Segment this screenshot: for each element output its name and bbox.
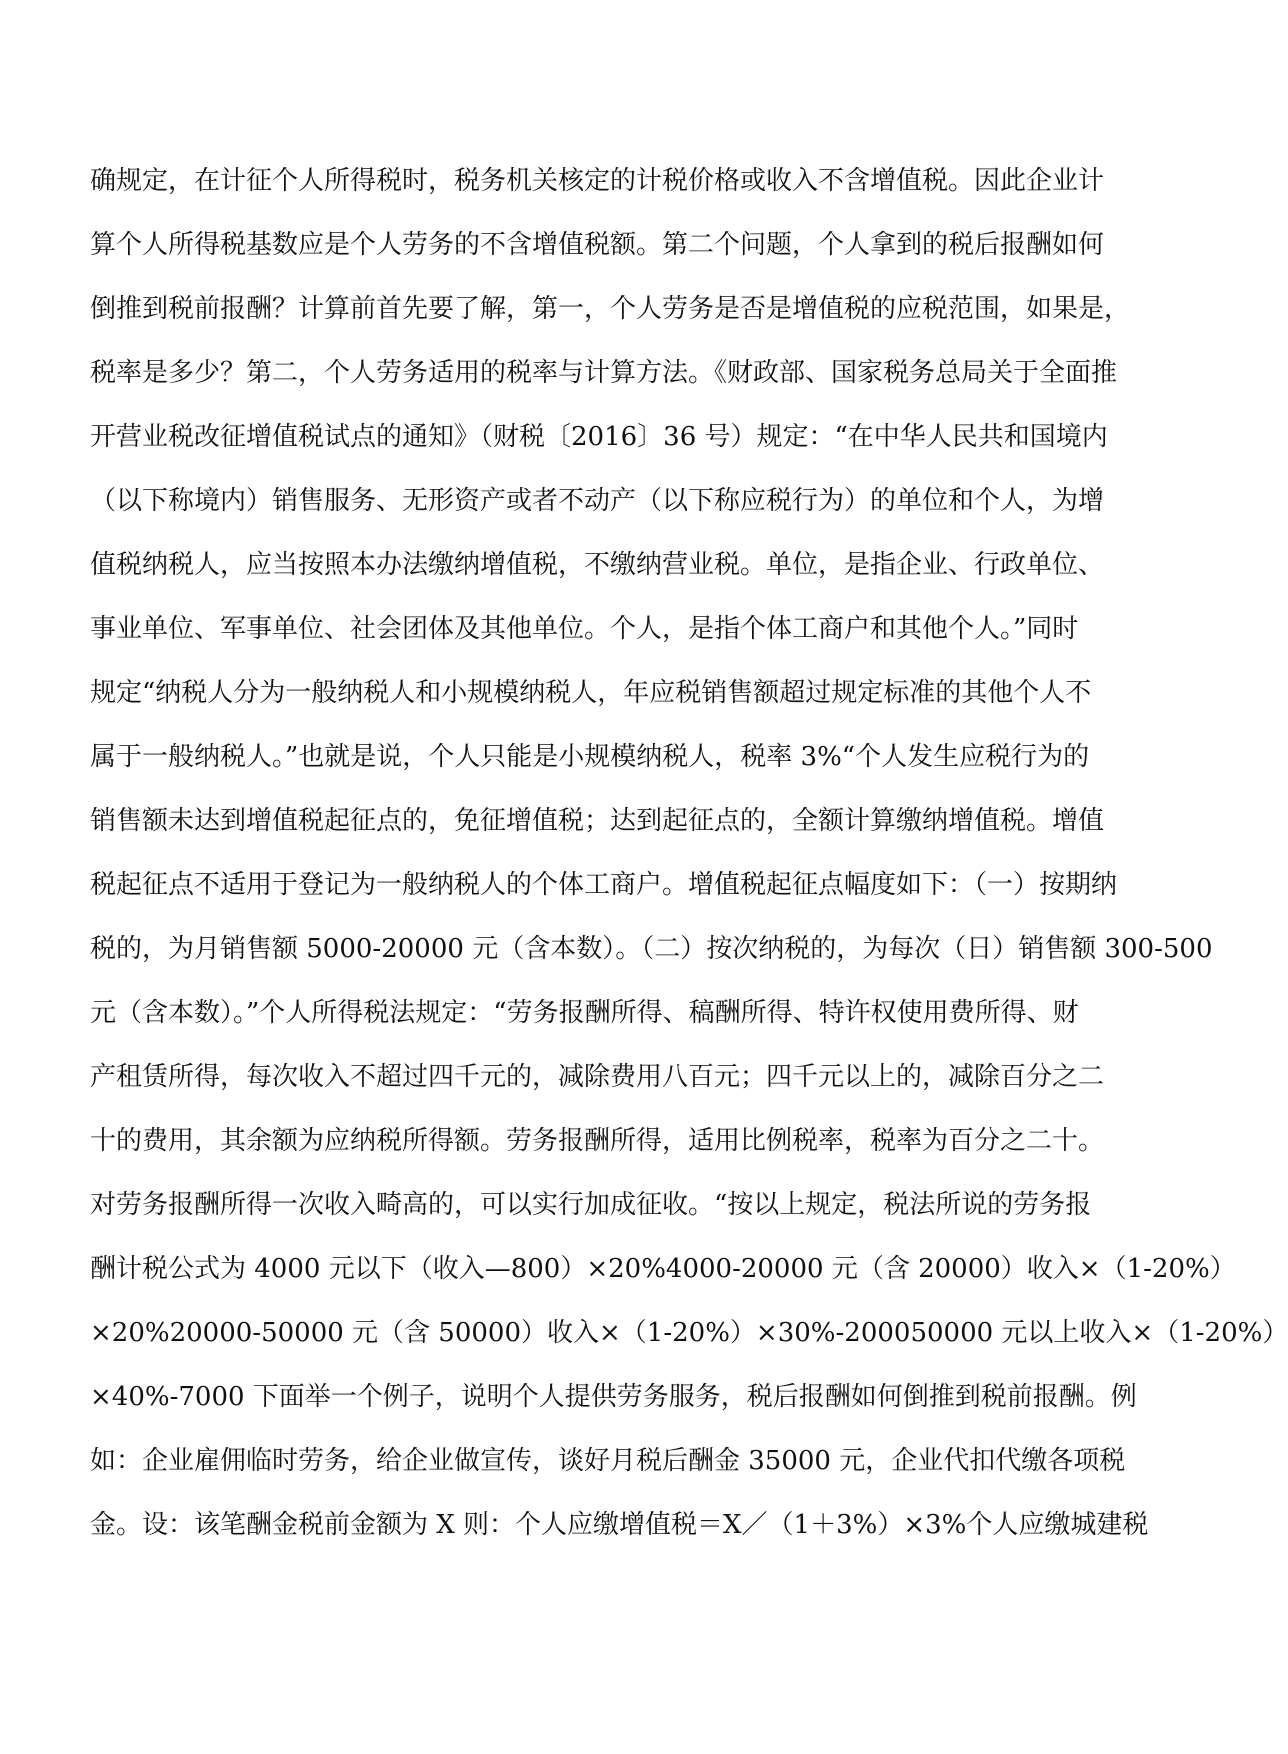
text-line-8: 事业单位、军事单位、社会团体及其他单位。个人，是指个体工商户和其他个人。”同时 xyxy=(90,614,1079,644)
text-line-14: 元（含本数）。”个人所得税法规定：“劳务报酬所得、稿酬所得、特许权使用费所得、财 xyxy=(90,998,1079,1028)
text-line-22: 金。设：该笔酬金税前金额为 X 则：个人应缴增值税＝X／（1＋3%）×3%个人应缴城建税 xyxy=(90,1510,1149,1540)
text-line-20: ×40%-7000 下面举一个例子，说明个人提供劳务服务，税后报酬如何倒推到税前报酬。例 xyxy=(90,1382,1137,1412)
text-line-18: 酬计税公式为 4000 元以下（收入—800）×20%4000-20000 元（含 20000）收入×（1-20%） xyxy=(90,1254,1236,1284)
text-line-12: 税起征点不适用于登记为一般纳税人的个体工商户。增值税起征点幅度如下：（一）按期纳 xyxy=(90,870,1118,900)
text-line-16: 十的费用，其余额为应纳税所得额。劳务报酬所得，适用比例税率，税率为百分之二十。 xyxy=(90,1126,1105,1156)
text-line-17: 对劳务报酬所得一次收入畸高的，可以实行加成征收。“按以上规定，税法所说的劳务报 xyxy=(90,1190,1092,1220)
text-line-5: 开营业税改征增值税试点的通知》（财税〔2016〕36 号）规定：“在中华人民共和国境内 xyxy=(90,422,1108,452)
text-line-4: 税率是多少？第二，个人劳务适用的税率与计算方法。《财政部、国家税务总局关于全面推 xyxy=(90,358,1118,388)
text-line-11: 销售额未达到增值税起征点的，免征增值税；达到起征点的，全额计算缴纳增值税。增值 xyxy=(90,806,1105,836)
text-line-13: 税的，为月销售额 5000-20000 元（含本数）。（二）按次纳税的，为每次（日）销售额 300-500 xyxy=(90,934,1213,964)
text-line-2: 算个人所得税基数应是个人劳务的不含增值税额。第二个问题，个人拿到的税后报酬如何 xyxy=(90,230,1105,260)
text-line-1: 确规定，在计征个人所得税时，税务机关核定的计税价格或收入不含增值税。因此企业计 xyxy=(90,166,1105,196)
text-line-19: ×20%20000-50000 元（含 50000）收入×（1-20%）×30%-200050000 元以上收入×（1-20%） xyxy=(90,1318,1288,1348)
text-line-6: （以下称境内）销售服务、无形资产或者不动产（以下称应税行为）的单位和个人，为增 xyxy=(90,486,1105,516)
body-text xyxy=(90,149,1288,1557)
text-line-7: 值税纳税人，应当按照本办法缴纳增值税，不缴纳营业税。单位，是指企业、行政单位、 xyxy=(90,550,1105,580)
text-line-15: 产租赁所得，每次收入不超过四千元的，减除费用八百元；四千元以上的，减除百分之二 xyxy=(90,1062,1105,1092)
text-line-9: 规定“纳税人分为一般纳税人和小规模纳税人，年应税销售额超过规定标准的其他个人不 xyxy=(90,678,1092,708)
text-line-10: 属于一般纳税人。”也就是说，个人只能是小规模纳税人，税率 3%“个人发生应税行为的 xyxy=(90,742,1090,772)
text-line-21: 如：企业雇佣临时劳务，给企业做宣传，谈好月税后酬金 35000 元，企业代扣代缴各项税 xyxy=(90,1446,1126,1476)
text-line-3: 倒推到税前报酬？计算前首先要了解，第一，个人劳务是否是增值税的应税范围，如果是， xyxy=(90,294,1131,324)
